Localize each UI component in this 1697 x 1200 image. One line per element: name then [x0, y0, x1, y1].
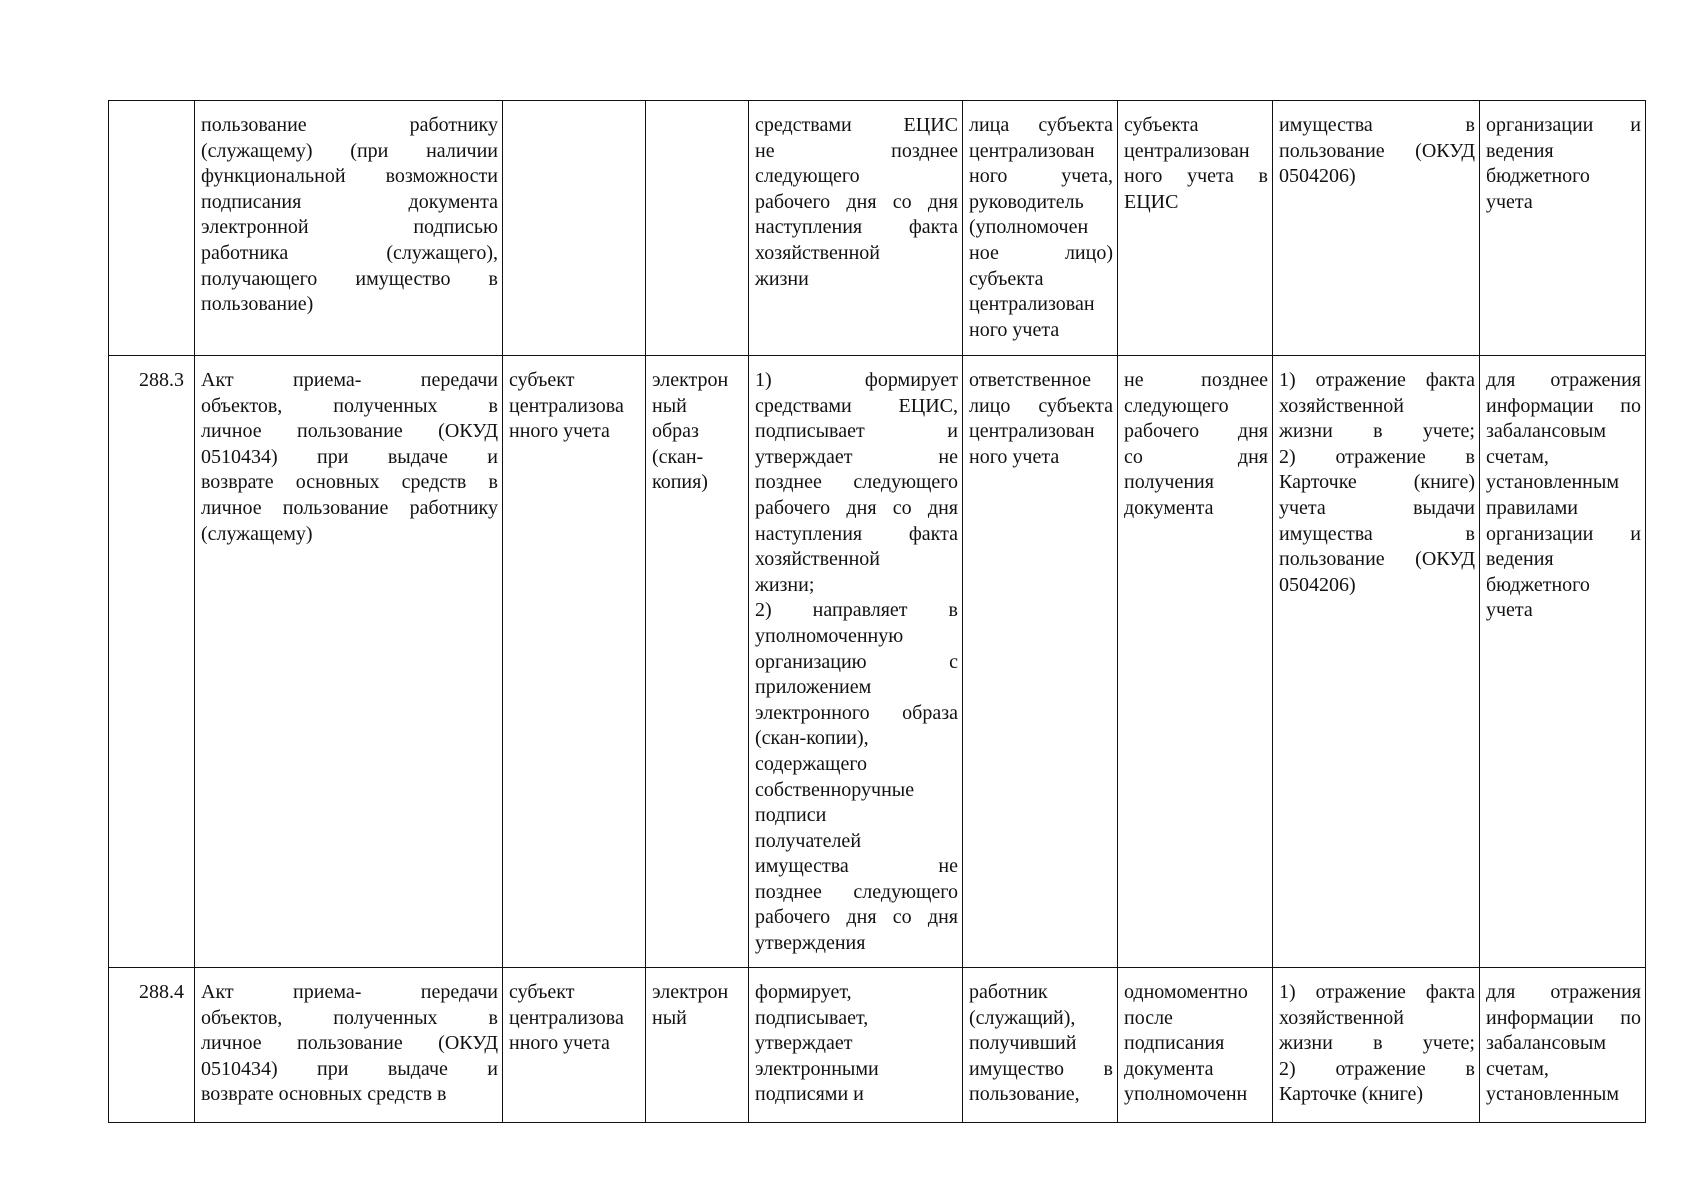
cell-text-line: централизован — [969, 293, 1095, 316]
cell-text-line: подписями и — [755, 1083, 864, 1106]
table-row — [109, 356, 1646, 968]
cell-signer — [963, 101, 1118, 356]
cell-text-line: централизован — [1124, 139, 1250, 162]
cell-reflect — [1273, 356, 1480, 968]
cell-text-line: наступления факта — [755, 216, 958, 239]
cell-text-line: электронной подписью — [201, 216, 498, 239]
cell-text-line: Карточке (книге) — [1279, 471, 1475, 494]
cell-term — [1118, 968, 1273, 1123]
cell-who — [503, 968, 646, 1123]
cell-text-line: 0504206) — [1279, 165, 1356, 188]
cell-text-line: жизни в учете; — [1279, 1032, 1475, 1055]
cell-text-line: подписания документа — [201, 190, 498, 213]
cell-text-line: не позднее — [1124, 369, 1268, 391]
cell-text-line: нного учета — [509, 420, 610, 443]
cell-action — [749, 356, 963, 968]
cell-text-line: следующего — [755, 165, 860, 188]
cell-text-line: бюджетного — [1486, 165, 1590, 188]
cell-text-line: установленным — [1486, 471, 1619, 494]
cell-text-line: забалансовым — [1486, 1032, 1606, 1055]
cell-who — [503, 101, 646, 356]
cell-text-line: пользование работнику — [201, 114, 498, 136]
cell-action — [749, 968, 963, 1123]
cell-text-line: подписывает и — [755, 420, 958, 443]
cell-text-line: электронными — [755, 1057, 879, 1080]
cell-text-line: утверждения — [755, 932, 866, 955]
cell-text-line: (служащему) (при наличии — [201, 139, 498, 162]
cell-text-line: имущества в — [1279, 522, 1475, 545]
cell-text-line: электрон — [652, 981, 729, 1003]
cell-text-line: личное пользование работнику — [201, 496, 498, 519]
cell-text-line: утверждает не — [755, 445, 958, 468]
cell-text-line: получателей — [755, 829, 862, 852]
cell-text-line: правилами — [1486, 496, 1578, 519]
cell-text-line: документа — [1124, 496, 1214, 519]
cell-text-line: получающего имущество в — [201, 267, 498, 290]
cell-text-line: объектов, полученных в — [201, 1006, 498, 1029]
cell-text-line: рабочего дня со дня — [755, 906, 958, 929]
cell-text-line: объектов, полученных в — [201, 394, 498, 417]
cell-text-line: ный — [652, 394, 687, 417]
document-table — [108, 100, 1646, 1123]
cell-text-line: Акт приема- передачи — [201, 981, 498, 1003]
cell-text-line: учета — [1486, 190, 1533, 213]
cell-text-line: пользование (ОКУД — [1279, 139, 1475, 162]
cell-text-line: учета выдачи — [1279, 496, 1475, 519]
cell-signer — [963, 968, 1118, 1123]
cell-text-line: средствами ЕЦИС — [755, 114, 958, 136]
cell-text-line: ного учета в — [1124, 165, 1268, 188]
cell-text-line: организации и — [1486, 114, 1641, 136]
cell-text-line: хозяйственной — [755, 548, 880, 571]
cell-text-line: 0510434) при выдаче и — [201, 445, 498, 468]
cell-text-line: для отражения — [1486, 369, 1641, 391]
cell-form — [646, 356, 749, 968]
cell-text-line: хозяйственной — [755, 241, 880, 264]
cell-text-line: рабочего дня со дня — [755, 496, 958, 519]
cell-text-line: ного учета — [969, 445, 1060, 468]
cell-text-line: имущества в — [1279, 114, 1475, 136]
cell-text-line: работник — [969, 981, 1048, 1003]
cell-text-line: жизни; — [755, 573, 815, 596]
cell-text-line: документа — [1124, 1057, 1214, 1080]
cell-text-line: централизован — [969, 420, 1095, 443]
cell-text-line: содержащего — [755, 752, 868, 775]
cell-purpose — [1480, 101, 1646, 356]
cell-text-line: подписи — [755, 804, 827, 827]
cell-text-line: жизни — [755, 267, 809, 290]
cell-text-line: собственноручные — [755, 778, 915, 801]
cell-text-line: 1) формирует — [755, 369, 958, 391]
cell-text-line: субъект — [509, 369, 575, 391]
cell-text-line: функциональной возможности — [201, 165, 498, 188]
cell-text-line: централизова — [509, 1006, 624, 1029]
cell-num — [109, 101, 195, 356]
cell-num: 288.3 — [109, 356, 195, 968]
cell-text-line: одномоментно — [1124, 981, 1248, 1003]
cell-text-line: работника (служащего), — [201, 241, 498, 264]
cell-doc — [195, 356, 503, 968]
cell-text-line: субъекта — [969, 267, 1044, 290]
cell-text-line: имущества не — [755, 855, 958, 878]
table-row — [109, 968, 1646, 1123]
cell-text-line: не позднее — [755, 139, 958, 162]
cell-text-line: возврате основных средств в — [201, 1083, 447, 1106]
cell-text-line: лица субъекта — [969, 114, 1113, 136]
cell-text-line: (служащему) — [201, 522, 313, 545]
cell-text-line: после — [1124, 1006, 1173, 1029]
cell-text-line: ное лицо) — [969, 241, 1113, 264]
cell-text-line: 1) отражение факта — [1279, 981, 1475, 1003]
cell-text-line: субъекта — [1124, 114, 1199, 136]
cell-text-line: (служащий), — [969, 1006, 1076, 1029]
cell-action — [749, 101, 963, 356]
cell-text-line: счетам, — [1486, 445, 1549, 468]
cell-text-line: лицо субъекта — [969, 394, 1113, 417]
cell-text-line: со дня — [1124, 445, 1268, 468]
cell-text-line: личное пользование (ОКУД — [201, 1032, 498, 1055]
cell-term — [1118, 101, 1273, 356]
cell-form — [646, 968, 749, 1123]
cell-text-line: ный — [652, 1006, 687, 1029]
cell-text-line: информации по — [1486, 394, 1641, 417]
table-row — [109, 101, 1646, 356]
cell-text-line: централизова — [509, 394, 624, 417]
cell-text-line: подписывает, — [755, 1006, 869, 1029]
cell-purpose — [1480, 356, 1646, 968]
cell-text-line: Акт приема- передачи — [201, 369, 498, 391]
cell-text-line: установленным — [1486, 1083, 1619, 1106]
cell-text-line: ведения — [1486, 548, 1554, 571]
cell-text-line: ведения — [1486, 139, 1554, 162]
cell-text-line: бюджетного — [1486, 573, 1590, 596]
cell-text-line: централизован — [969, 139, 1095, 162]
cell-text-line: организацию с — [755, 650, 958, 673]
cell-text-line: (скан- — [652, 445, 704, 468]
cell-doc — [195, 968, 503, 1123]
cell-who — [503, 356, 646, 968]
cell-text-line: ЕЦИС — [1124, 190, 1179, 213]
cell-text-line: (уполномочен — [969, 216, 1089, 239]
cell-text-line: позднее следующего — [755, 471, 958, 494]
cell-text-line: следующего — [1124, 394, 1229, 417]
cell-text-line: получения — [1124, 471, 1214, 494]
cell-text-line: 2) направляет в — [755, 599, 958, 622]
cell-text-line: электронного образа — [755, 701, 958, 724]
cell-text-line: утверждает — [755, 1032, 853, 1055]
cell-text-line: пользование, — [969, 1083, 1080, 1106]
cell-text-line: 2) отражение в — [1279, 1057, 1475, 1080]
cell-form — [646, 101, 749, 356]
cell-text-line: Карточке (книге) — [1279, 1083, 1424, 1106]
cell-text-line: субъект — [509, 981, 575, 1003]
cell-text-line: информации по — [1486, 1006, 1641, 1029]
cell-text-line: уполномоченную — [755, 624, 904, 647]
cell-text-line: 1) отражение факта — [1279, 369, 1475, 391]
cell-text-line: приложением — [755, 676, 872, 699]
cell-reflect — [1273, 101, 1480, 356]
cell-text-line: ного учета, — [969, 165, 1113, 188]
cell-text-line: формирует, — [755, 981, 852, 1003]
cell-text-line: подписания — [1124, 1032, 1225, 1055]
cell-signer — [963, 356, 1118, 968]
cell-text-line: ответственное — [969, 369, 1092, 391]
cell-text-line: личное пользование (ОКУД — [201, 420, 498, 443]
cell-text-line: хозяйственной — [1279, 1006, 1404, 1029]
cell-text-line: копия) — [652, 471, 708, 494]
cell-text-line: забалансовым — [1486, 420, 1606, 443]
cell-text-line: руководитель — [969, 190, 1084, 213]
cell-text-line: наступления факта — [755, 522, 958, 545]
cell-text-line: имущество в — [969, 1057, 1113, 1080]
cell-text-line: для отражения — [1486, 981, 1641, 1003]
table-body — [109, 101, 1646, 1123]
cell-text-line: рабочего дня — [1124, 420, 1268, 443]
cell-text-line: 0504206) — [1279, 573, 1356, 596]
cell-text-line: организации и — [1486, 522, 1641, 545]
cell-reflect — [1273, 968, 1480, 1123]
cell-text-line: учета — [1486, 599, 1533, 622]
cell-text-line: ного учета — [969, 318, 1060, 341]
cell-text-line: (скан-копии), — [755, 727, 869, 750]
cell-text-line: счетам, — [1486, 1057, 1549, 1080]
cell-text-line: нного учета — [509, 1032, 610, 1055]
cell-term — [1118, 356, 1273, 968]
cell-purpose — [1480, 968, 1646, 1123]
cell-text-line: рабочего дня со дня — [755, 190, 958, 213]
cell-num: 288.4 — [109, 968, 195, 1123]
cell-text-line: позднее следующего — [755, 880, 958, 903]
cell-doc — [195, 101, 503, 356]
cell-text-line: пользование (ОКУД — [1279, 548, 1475, 571]
cell-text-line: жизни в учете; — [1279, 420, 1475, 443]
cell-text-line: 0510434) при выдаче и — [201, 1057, 498, 1080]
cell-text-line: пользование) — [201, 293, 314, 316]
cell-text-line: электрон — [652, 369, 729, 391]
cell-text-line: хозяйственной — [1279, 394, 1404, 417]
document-page — [108, 100, 1646, 1123]
cell-text-line: образ — [652, 420, 699, 443]
cell-text-line: получивший — [969, 1032, 1077, 1055]
cell-text-line: возврате основных средств в — [201, 471, 498, 494]
cell-text-line: уполномоченн — [1124, 1083, 1248, 1106]
cell-text-line: средствами ЕЦИС, — [755, 394, 958, 417]
cell-text-line: 2) отражение в — [1279, 445, 1475, 468]
